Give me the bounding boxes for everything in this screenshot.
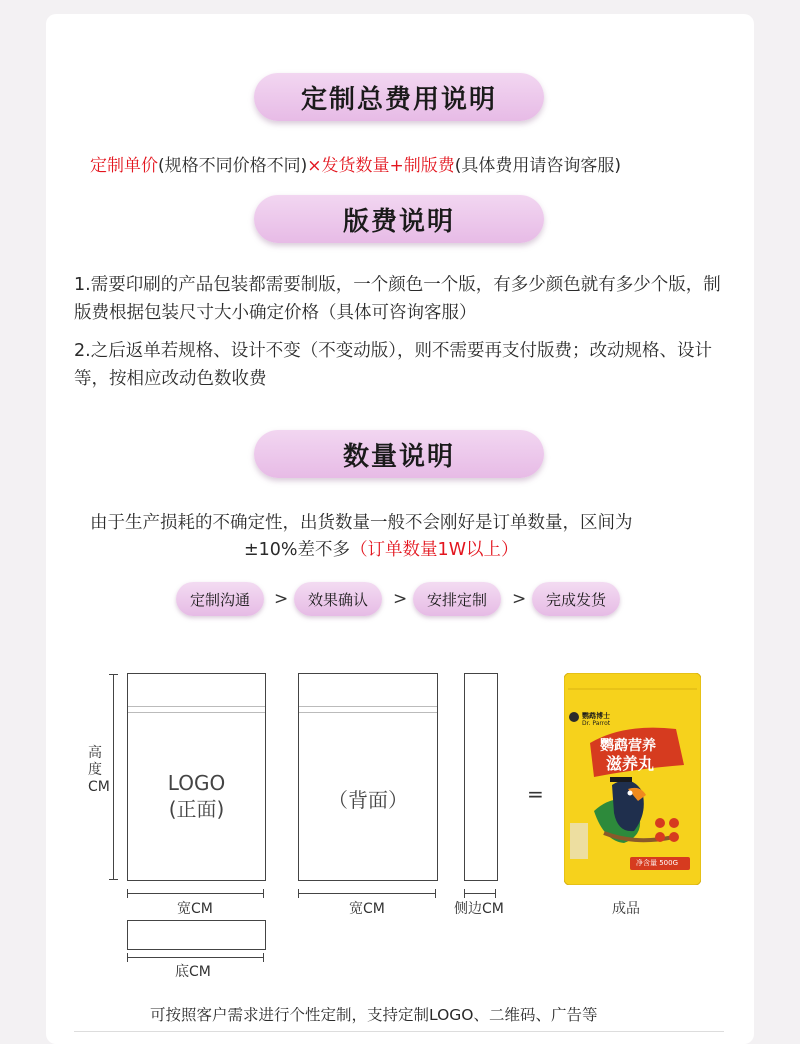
back-panel [298,673,438,881]
section-title-total-cost: 定制总费用说明 [254,73,544,121]
product-brand: 鹦鹉博士 [582,712,610,720]
product-label: 成品 [612,901,640,917]
quantity-line-1: 由于生产损耗的不确定性，出货数量一般不会刚好是订单数量，区间为 [90,513,633,533]
step-communicate: 定制沟通 [176,582,264,616]
height-dimension-line [113,674,114,880]
formula-quantity-plate: ×发货数量+制版费 [307,156,455,176]
back-width-line [298,893,436,894]
quantity-range: ±10%差不多 [244,540,351,560]
product-bag-illustration [564,673,701,885]
quantity-line-2 [244,536,519,561]
plate-fee-paragraph-2: 2.之后返单若规格、设计不变（不变动版），则不需要再支付版费；改动规格、设计等，按相应改动色数收费 [74,341,712,389]
bottom-panel [127,920,266,950]
step-arrow-3: > [512,589,527,609]
product-weight: 净含量 500G [636,859,679,867]
customization-note: 可按照客户需求进行个性定制，支持定制LOGO、二维码、广告等 [150,1006,598,1024]
formula-unit-price: 定制单价 [90,156,158,176]
back-face-text: （背面） [328,788,408,812]
back-width-label: 宽CM [349,901,385,917]
height-label: 高度CM [88,745,110,795]
step-arrow-1: > [274,589,289,609]
side-panel [464,673,498,881]
front-panel [127,673,266,881]
step-arrange: 安排定制 [413,582,501,616]
step-ship: 完成发货 [532,582,620,616]
equals-sign: = [527,782,544,806]
product-brand-en: Dr. Parrot [582,720,611,727]
footer-divider [74,1031,724,1032]
side-width-label: 侧边CM [454,901,504,917]
step-confirm: 效果确认 [294,582,382,616]
step-arrow-2: > [393,589,408,609]
section-title-quantity: 数量说明 [254,430,544,478]
product-name-line-2: 滋养丸 [606,754,655,773]
front-width-label: 宽CM [177,901,213,917]
cost-formula [90,151,621,176]
product-name-line-1: 鹦鹉营养 [600,738,656,754]
front-face-text: (正面) [168,797,225,821]
section-title-plate-fee: 版费说明 [254,195,544,243]
quantity-condition: （订单数量1W以上） [350,540,519,560]
formula-spec-note: (规格不同价格不同) [158,156,308,176]
front-width-line [127,893,264,894]
plate-fee-paragraph-1: 1.需要印刷的产品包装都需要制版，一个颜色一个版，有多少颜色就有多少个版，制版费根据包装尺寸大小确定价格（具体可咨询客服） [74,275,721,323]
product-bag-image [564,673,701,885]
side-width-line [464,893,496,894]
front-logo-text: LOGO [167,771,226,795]
bottom-label: 底CM [175,964,211,980]
formula-consult-note: (具体费用请咨询客服) [454,156,622,176]
bottom-width-line [127,957,264,958]
